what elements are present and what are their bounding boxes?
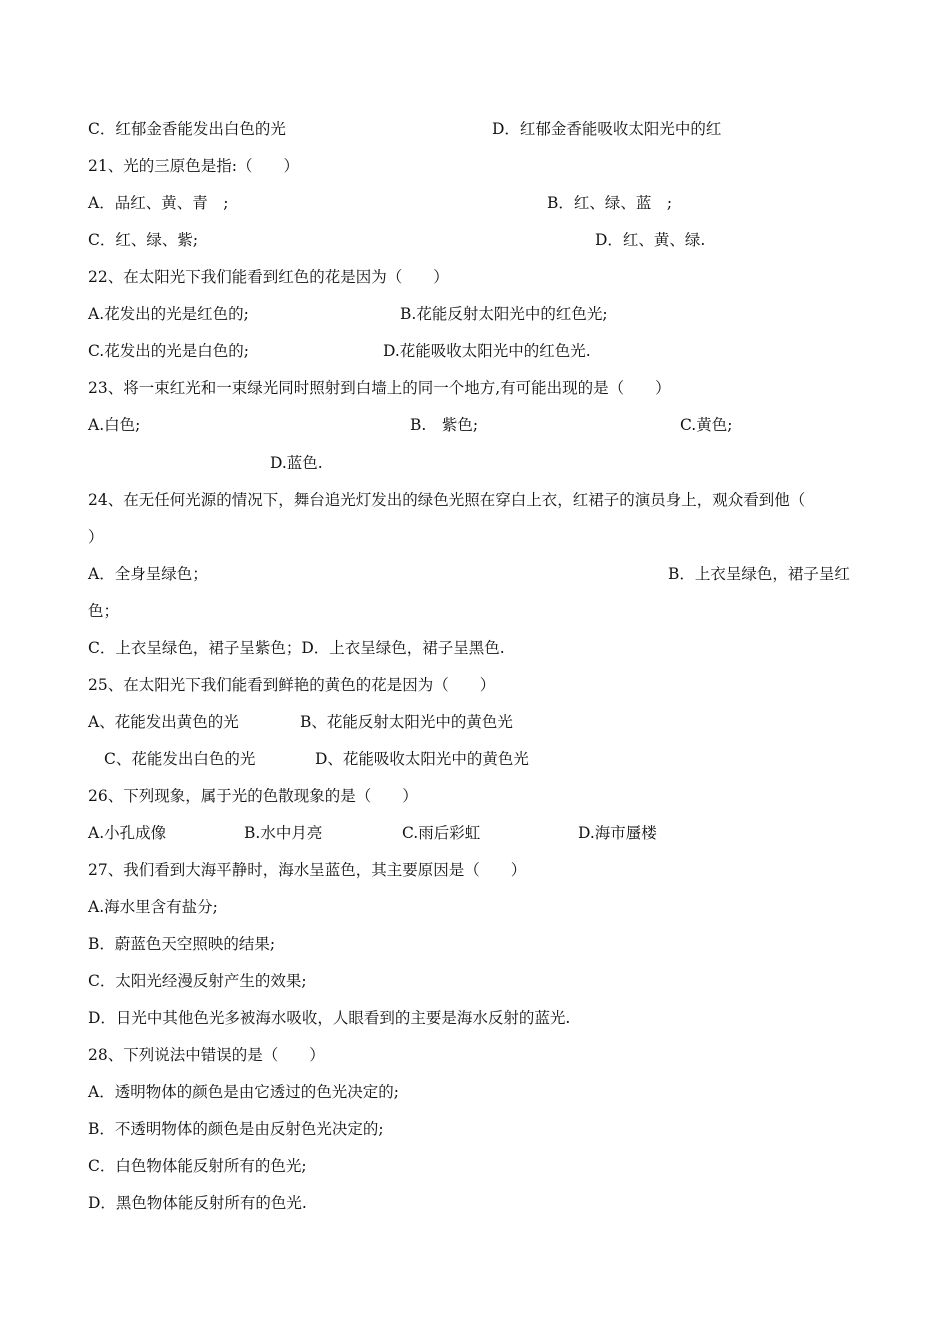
q23-option-b: B. 紫色; xyxy=(410,416,479,434)
q22-option-a: A.花发出的光是红色的; xyxy=(88,305,249,323)
q20-option-c: C．红郁金香能发出白色的光 xyxy=(88,120,286,138)
question-25: 25、在太阳光下我们能看到鲜艳的黄色的花是因为（ ） xyxy=(88,676,496,694)
q23-option-a: A.白色; xyxy=(88,416,141,434)
q23-option-d: D.蓝色. xyxy=(270,454,323,472)
question-24-line-2: ） xyxy=(88,528,104,546)
question-28: 28、下列说法中错误的是（ ） xyxy=(88,1046,325,1064)
q26-option-c: C.雨后彩虹 xyxy=(402,824,481,842)
q25-option-d: D、花能吸收太阳光中的黄色光 xyxy=(315,750,529,768)
q22-option-d: D.花能吸收太阳光中的红色光. xyxy=(383,342,591,360)
q24-options-c-d: C．上衣呈绿色，裙子呈紫色；D．上衣呈绿色，裙子呈黑色. xyxy=(88,639,505,657)
q25-option-b: B、花能反射太阳光中的黄色光 xyxy=(300,713,513,731)
q28-option-b: B．不透明物体的颜色是由反射色光决定的; xyxy=(88,1120,384,1138)
q21-option-d: D．红、黄、绿. xyxy=(595,231,706,249)
question-27: 27、我们看到大海平静时，海水呈蓝色，其主要原因是（ ） xyxy=(88,861,527,879)
q27-option-c: C．太阳光经漫反射产生的效果; xyxy=(88,972,307,990)
question-23: 23、将一束红光和一束绿光同时照射到白墙上的同一个地方,有可能出现的是（ ） xyxy=(88,379,671,397)
q28-option-a: A．透明物体的颜色是由它透过的色光决定的; xyxy=(88,1083,399,1101)
question-26: 26、下列现象，属于光的色散现象的是（ ） xyxy=(88,787,418,805)
q25-option-a: A、花能发出黄色的光 xyxy=(88,713,239,731)
q21-option-c: C．红、绿、紫; xyxy=(88,231,199,249)
q21-option-a: A．品红、黄、青 ; xyxy=(88,194,229,212)
question-21: 21、光的三原色是指:（ ） xyxy=(88,157,299,175)
q22-option-c: C.花发出的光是白色的; xyxy=(88,342,249,360)
question-24-line-1: 24、在无任何光源的情况下，舞台追光灯发出的绿色光照在穿白上衣，红裙子的演员身上，观众看到他（ xyxy=(88,491,806,509)
q27-option-a: A.海水里含有盐分; xyxy=(88,898,218,916)
q24-option-a: A．全身呈绿色； xyxy=(88,565,208,583)
q28-option-c: C．白色物体能反射所有的色光; xyxy=(88,1157,307,1175)
q26-option-a: A.小孔成像 xyxy=(88,824,167,842)
q23-option-c: C.黄色; xyxy=(680,416,733,434)
q24-option-b-continued: 色； xyxy=(88,602,120,620)
q21-option-b: B．红、绿、蓝 ; xyxy=(547,194,673,212)
q25-option-c: C、花能发出白色的光 xyxy=(104,750,256,768)
q24-option-b: B．上衣呈绿色，裙子呈红 xyxy=(668,565,850,583)
q27-option-d: D．日光中其他色光多被海水吸收，人眼看到的主要是海水反射的蓝光. xyxy=(88,1009,571,1027)
q26-option-d: D.海市蜃楼 xyxy=(578,824,657,842)
q26-option-b: B.水中月亮 xyxy=(244,824,323,842)
q20-option-d: D．红郁金香能吸收太阳光中的红 xyxy=(492,120,722,138)
question-22: 22、在太阳光下我们能看到红色的花是因为（ ） xyxy=(88,268,449,286)
q27-option-b: B．蔚蓝色天空照映的结果; xyxy=(88,935,276,953)
q22-option-b: B.花能反射太阳光中的红色光; xyxy=(400,305,608,323)
q28-option-d: D．黑色物体能反射所有的色光. xyxy=(88,1194,307,1212)
